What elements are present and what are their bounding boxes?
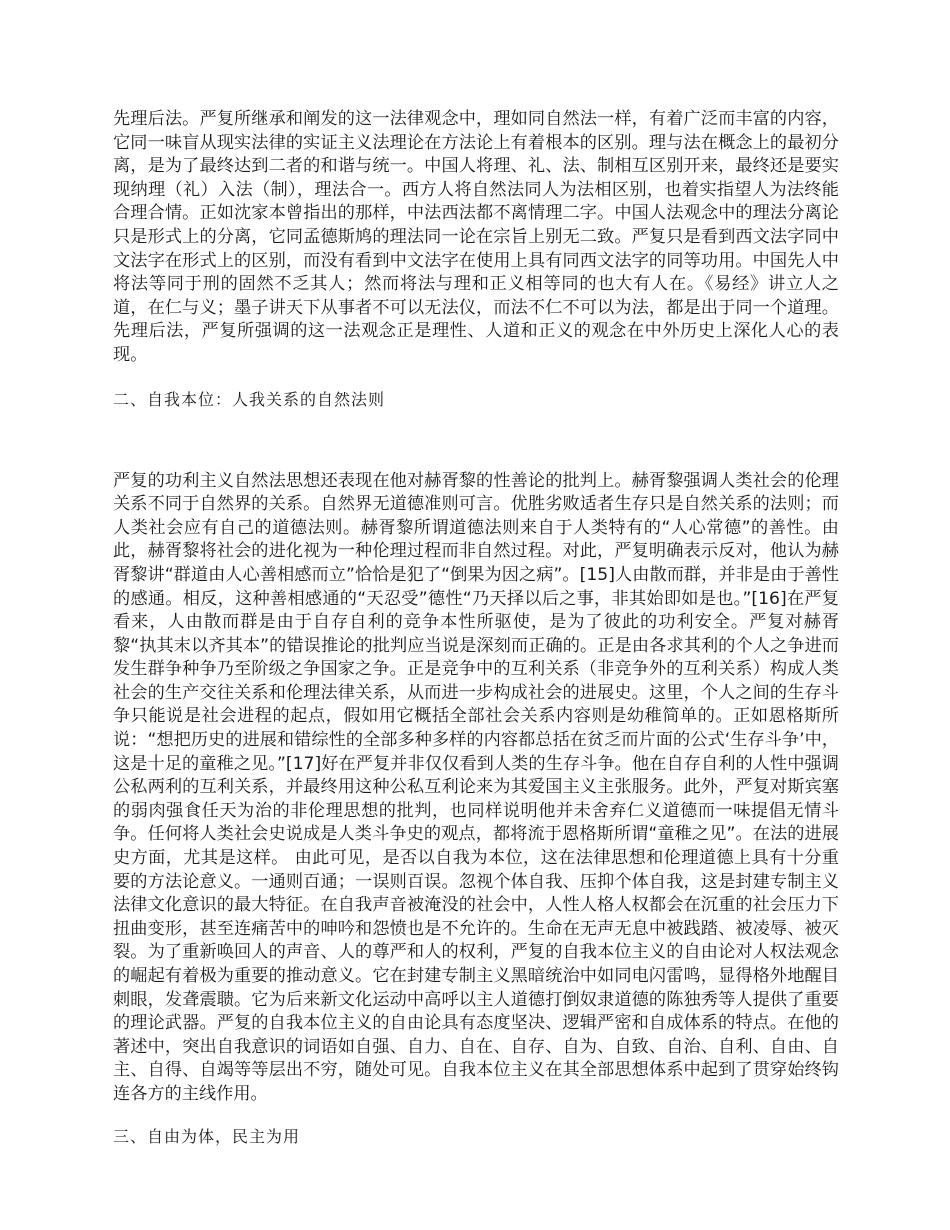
body-paragraph: 先理后法。严复所继承和阐发的这一法律观念中，理如同自然法一样，有着广泛而丰富的内容，它同一味盲从现实法律的实证主义法理论在方法论上有着根本的区别。理与法在概念上的最初分离，是为了最终达到二者的和谐与统一。中国人将理、礼、法、制相互区别开来，最终还是要实现纳理（礼）入法（制），理法合一。西方人将自然法同人为法相区别，也着实指望人为法终能合理合情。正如沈家本曾指出的那样，中法西法都不离情理二字。中国人法观念中的理法分离论只是形式上的分离，它同孟德斯鸠的理法同一论在宗旨上别无二致。严复只是看到西文法字同中文法字在形式上的区别，而没有看到中文法字在使用上具有同西文法字的同等功用。中国先人中将法等同于刑的固然不乏其人；然而将法与理和正义相等同的也大有人在。《易经》讲立人之道，在仁与义；墨子讲天下从事者不可以无法仪，而法不仁不可以为法，都是出于同一个道理。先理后法，严复所强调的这一法观念正是理性、人道和正义的观念在中外历史上深化人心的表现。	[113, 109, 839, 365]
body-paragraph: 严复的功利主义自然法思想还表现在他对赫胥黎的性善论的批判上。赫胥黎强调人类社会的伦理关系不同于自然界的关系。自然界无道德准则可言。优胜劣败适者生存只是自然关系的法则；而人类社会应有自己的道德法则。赫胥黎所谓道德法则来自于人类特有的“人心常德”的善性。由此，赫胥黎将社会的进化视为一种伦理过程而非自然过程。对此，严复明确表示反对，他认为赫胥黎讲“群道由人心善相感而立”恰恰是犯了“倒果为因之病”。[15]人由散而群，并非是由于善性的感通。相反，这种善相感通的“天忍受”德性“乃天择以后之事，非其始即如是也。”[16]在严复看来，人由散而群是由于自存自利的竞争本性所驱使，是为了彼此的功利安全。严复对赫胥黎“执其末以齐其本”的错误推论的批判应当说是深刻而正确的。正是由各求其利的个人之争进而发生群争种争乃至阶级之争国家之争。正是竞争中的互利关系（非竞争外的互利关系）构成人类社会的生产交往关系和伦理法律关系，从而进一步构成社会的进展史。这里，个人之间的生存斗争只能说是社会进程的起点，假如用它概括全部社会关系内容则是幼稚简单的。正如恩格斯所说：“想把历史的进展和错综性的全部多种多样的内容都总括在贫乏而片面的公式‘生存斗争’中，这是十足的童稚之见。”[17]好在严复并非仅仅看到人类的生存斗争。他在自存自利的人性中强调公私两利的互利关系，并最终用这种公私互利论来为其爱国主义主张服务。此外，严复对斯宾塞的弱肉强食任天为治的非伦理思想的批判，也同样说明他并未舍弃仁义道德而一味提倡无情斗争。任何将人类社会史说成是人类斗争史的观点，都将流于恩格斯所谓“童稚之见”。在法的进展史方面，尤其是这样。 由此可见，是否以自我为本位，这在法律思想和伦理道德上具有十分重要的方法论意义。一通则百通；一误则百误。忽视个体自我、压抑个体自我，这是封建专制主义法律文化意识的最大特征。在自我声音被淹没的社会中，人性人格人权都会在沉重的社会压力下扭曲变形，甚至连痛苦中的呻吟和怨愤也是不允许的。生命在无声无息中被践踏、被凌辱、被灭裂。为了重新唤回人的声音、人的尊严和人的权利，严复的自我本位主义的自由论对人权法观念的崛起有着极为重要的推动意义。它在封建专制主义黑暗统治中如同电闪雷鸣，显得格外地醒目刺眼，发聋震聩。它为后来新文化运动中高呼以主人道德打倒奴隶道德的陈独秀等人提供了重要的理论武器。严复的自我本位主义的自由论具有态度坚决、逻辑严密和自成体系的特点。在他的著述中，突出自我意识的词语如自强、自力、自在、自存、自为、自致、自治、自利、自由、自主、自得、自竭等等层出不穷，随处可见。自我本位主义在其全部思想体系中起到了贯穿始终钩连各方的主线作用。	[113, 470, 839, 1104]
document-page	[113, 108, 839, 1149]
section-heading: 三、自由为体，民主为用	[113, 1126, 301, 1146]
section-heading: 二、自我本位：人我关系的自然法则	[113, 389, 386, 409]
